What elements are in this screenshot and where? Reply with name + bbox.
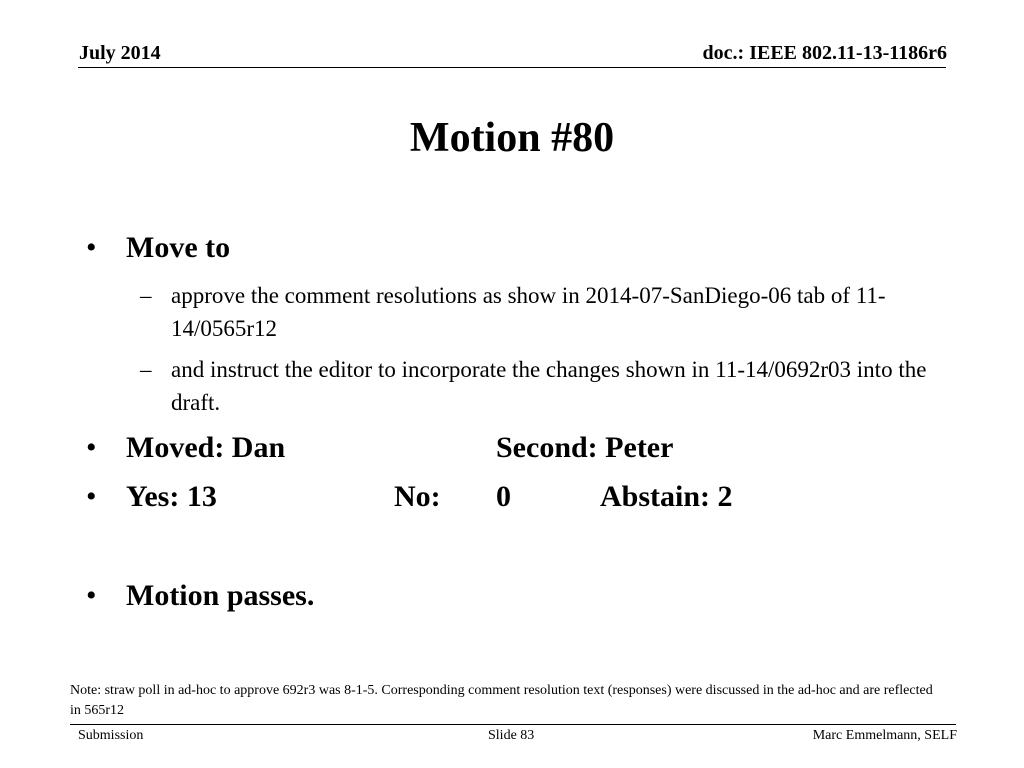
note-text: Note: straw poll in ad-hoc to approve 692r3 was 8-1-5. Corresponding comment resolution text (responses) were discussed in the ad-hoc and are reflected in 565r12	[70, 683, 933, 718]
footer-divider	[70, 724, 956, 725]
no-label: No:	[394, 480, 441, 513]
header-divider	[78, 67, 946, 68]
abstain-text: Abstain: 2	[600, 480, 733, 513]
result-text: Motion passes.	[126, 579, 315, 612]
slide-title: Motion #80	[409, 115, 615, 161]
sub-item-approve	[140, 279, 940, 345]
dash-icon: –	[140, 357, 152, 382]
moved-text: Moved: Dan	[126, 431, 286, 464]
sub-item-approve-text: approve the comment resolutions as show in 2014-07-SanDiego-06 tab of 11-14/0565r12	[171, 283, 886, 341]
footer-slide-number: Slide 83	[488, 728, 535, 743]
bullet-icon: •	[86, 431, 97, 464]
sub-item-instruct	[140, 353, 940, 419]
sub-item-instruct-text: and instruct the editor to incorporate the changes shown in 11-14/0692r03 into the draft.	[171, 357, 927, 415]
bullet-icon: •	[86, 579, 97, 612]
footer-author: Marc Emmelmann, SELF	[812, 728, 957, 743]
header-date: July 2014	[79, 42, 161, 64]
dash-icon: –	[140, 283, 152, 308]
yes-text: Yes: 13	[126, 480, 217, 513]
no-value: 0	[496, 480, 511, 513]
header-doc-id: doc.: IEEE 802.11-13-1186r6	[702, 42, 947, 64]
bullet-icon: •	[86, 480, 97, 513]
second-text: Second: Peter	[496, 431, 674, 464]
bullet-icon: •	[86, 231, 97, 264]
bullet-move-to-text: Move to	[126, 231, 231, 264]
footer-submission: Submission	[78, 728, 144, 743]
